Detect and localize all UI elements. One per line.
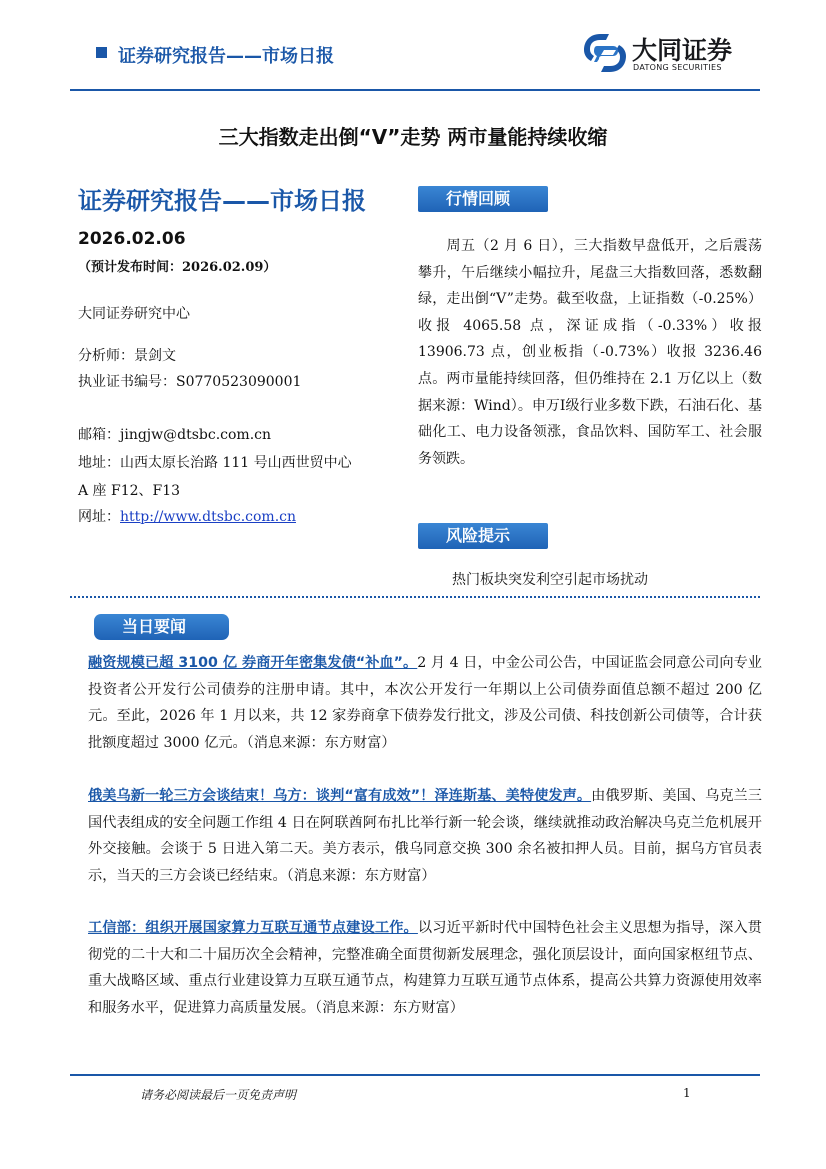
section-divider bbox=[70, 596, 760, 598]
risk-text: 热门板块突发利空引起市场扰动 bbox=[452, 572, 648, 588]
news-item bbox=[88, 650, 762, 756]
news-body: 2 月 4 日，中金公司公告，中国证监会同意公司向专业投资者公开发行公司债券的注册申请。其中，本次公开发行一年期以上公司债券面值总额不超过 200 亿元。至此，2026 年 1 月以来，共 12 家券商拿下债券发行批文，涉及公司债、科技创新公司债等，合计获批额度超过 3000 亿元。（消息来源：东方财富） bbox=[88, 655, 762, 751]
header-title: 证券研究报告——市场日报 bbox=[118, 46, 334, 67]
page-number: 1 bbox=[683, 1086, 691, 1100]
news-headline[interactable]: 工信部：组织开展国家算力互联互通节点建设工作。 bbox=[88, 920, 418, 936]
header-rule bbox=[70, 89, 760, 91]
address-line-1: 地址：山西太原长治路 111 号山西世贸中心 bbox=[78, 455, 352, 471]
section-tab-market-review: 行情回顾 bbox=[418, 186, 548, 212]
news-headline[interactable]: 融资规模已超 3100 亿 券商开年密集发债“补血”。 bbox=[88, 655, 418, 671]
news-item bbox=[88, 783, 762, 889]
header-bullet-square bbox=[96, 47, 107, 58]
footer-rule bbox=[70, 1074, 760, 1076]
news-item bbox=[88, 915, 762, 1021]
website-label: 网址： bbox=[78, 509, 120, 525]
news-headline[interactable]: 俄美乌新一轮三方会谈结束！乌方：谈判“富有成效”！泽连斯基、美特使发声。 bbox=[88, 788, 592, 804]
logo-english-text: DATONG SECURITIES bbox=[633, 63, 722, 72]
market-review-text bbox=[418, 233, 762, 472]
analyst-name: 分析师：景剑文 bbox=[78, 348, 176, 364]
publish-date: （预计发布时间：2026.02.09） bbox=[78, 260, 277, 275]
website-link[interactable]: http://www.dtsbc.com.cn bbox=[120, 509, 296, 525]
analyst-certificate: 执业证书编号：S0770523090001 bbox=[78, 374, 302, 390]
address-line-2: A 座 F12、F13 bbox=[78, 483, 181, 499]
research-institute: 大同证券研究中心 bbox=[78, 306, 190, 322]
datong-logo-icon bbox=[580, 28, 630, 78]
report-main-title: 三大指数走出倒“V”走势 两市量能持续收缩 bbox=[218, 125, 608, 149]
logo-chinese-text: 大同证券 bbox=[632, 36, 733, 65]
news-body: 由俄罗斯、美国、乌克兰三国代表组成的安全问题工作组 4 日在阿联酋阿布扎比举行新一轮会谈，继续就推动政治解决乌克兰危机展开外交接触。会谈于 5 日进入第二天。美方表示，俄乌同意交换 300 余名被扣押人员。目前，据乌方官员表示，当天的三方会谈已经结束。（消息来源：东方财富） bbox=[88, 788, 762, 884]
report-date: 2026.02.06 bbox=[78, 229, 186, 249]
analyst-email: 邮箱：jingjw@dtsbc.com.cn bbox=[78, 427, 271, 443]
website-row bbox=[78, 506, 296, 526]
company-logo bbox=[580, 28, 760, 78]
footer-disclaimer: 请务必阅读最后一页免责声明 bbox=[140, 1088, 297, 1102]
section-tab-risk: 风险提示 bbox=[418, 523, 548, 549]
section-tab-daily-news: 当日要闻 bbox=[94, 614, 229, 640]
market-review-body: 周五（2 月 6 日），三大指数早盘低开，之后震荡攀升，午后继续小幅拉升，尾盘三大指数回落，悉数翻绿，走出倒“V”走势。截至收盘，上证指数（-0.25%）收报 4065.58 点，深证成指（-0.33%）收报 13906.73 点，创业板指（-0.73%）收报 3236.46 点。两市量能持续回落，但仍维持在 2.1 万亿以上（数据来源：Wind）。申万Ⅰ级行业多数下跌，石油石化、基础化工、电力设备领涨，食品饮料、国防军工、社会服务领跌。 bbox=[418, 238, 762, 467]
report-type-heading: 证券研究报告——市场日报 bbox=[78, 187, 366, 215]
news-body: 以习近平新时代中国特色社会主义思想为指导，深入贯彻党的二十大和二十届历次全会精神，完整准确全面贯彻新发展理念，强化顶层设计，面向国家枢纽节点、重大战略区域、重点行业建设算力互联互通节点，构建算力互联互通节点体系，提高公共算力资源使用效率和服务水平，促进算力高质量发展。（消息来源：东方财富） bbox=[88, 920, 762, 1016]
